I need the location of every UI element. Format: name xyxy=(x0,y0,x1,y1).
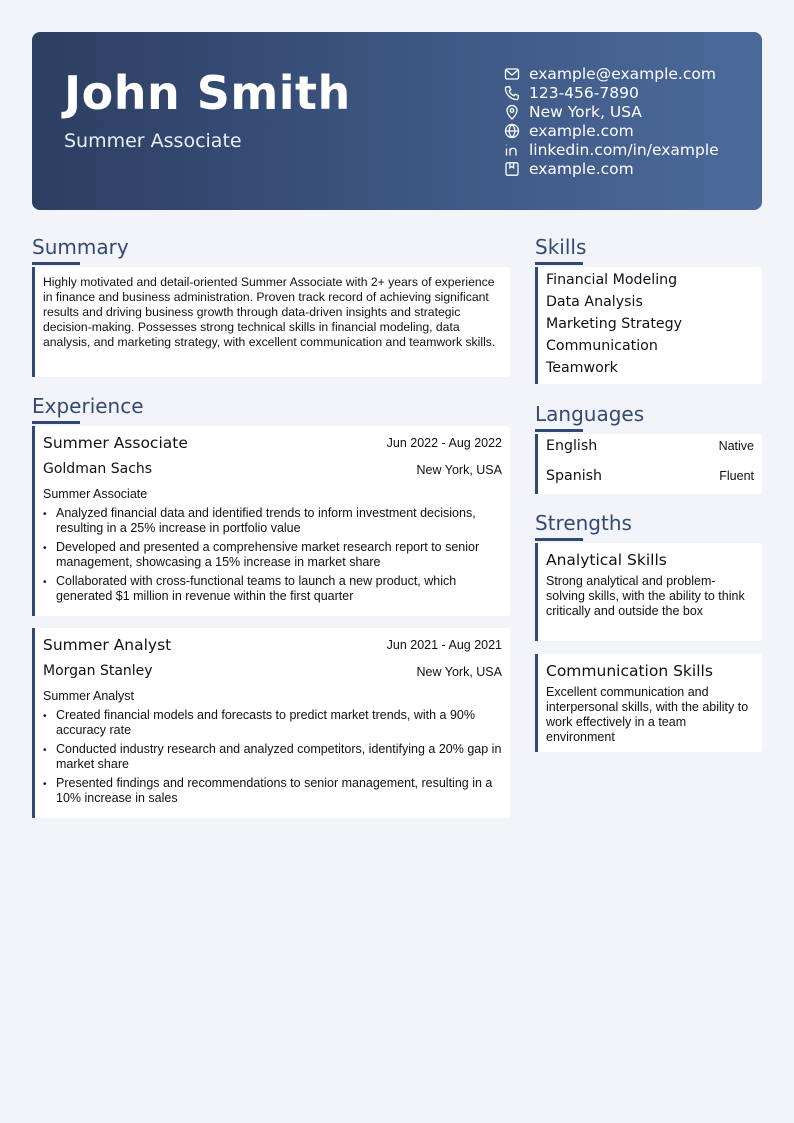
languages-card xyxy=(535,434,762,494)
skill-item: Financial Modeling xyxy=(546,272,678,288)
contact-list xyxy=(504,64,719,178)
header-banner xyxy=(32,32,762,210)
contact-portfolio[interactable] xyxy=(504,159,719,178)
job-subrole: Summer Analyst xyxy=(43,689,135,703)
job-location: New York, USA xyxy=(416,463,502,477)
language-row xyxy=(546,468,754,484)
strength-text: Excellent communication and interpersonal skills, with the ability to work effectively in a team environment xyxy=(546,685,749,744)
experience-heading: Experience xyxy=(32,394,144,418)
skill-item: Marketing Strategy xyxy=(546,316,683,332)
skills-heading: Skills xyxy=(535,235,587,259)
experience-entry xyxy=(32,628,510,818)
strength-card xyxy=(535,543,762,641)
location-pin-icon xyxy=(504,104,520,120)
contact-phone[interactable] xyxy=(504,83,719,102)
list-item: • Conducted industry research and analyzed competitors, identifying a 20% gap in market share xyxy=(43,742,502,772)
language-name: English xyxy=(546,438,598,454)
contact-location xyxy=(504,102,719,121)
job-dates: Jun 2021 - Aug 2021 xyxy=(386,638,502,652)
strength-card xyxy=(535,654,762,752)
contact-text: example.com xyxy=(529,121,634,140)
skill-item: Data Analysis xyxy=(546,294,643,310)
languages-heading: Languages xyxy=(535,402,645,426)
job-bullets xyxy=(43,708,502,810)
list-item: • Presented findings and recommendations to senior management, resulting in a 10% increase in sales xyxy=(43,776,502,806)
language-level: Fluent xyxy=(719,469,754,483)
summary-card xyxy=(32,267,510,377)
contact-email[interactable] xyxy=(504,64,719,83)
job-location: New York, USA xyxy=(416,665,502,679)
job-title: Summer Analyst xyxy=(43,636,172,654)
list-item: • Developed and presented a comprehensive market research report to senior management, showcasing a 15% increase in market share xyxy=(43,540,502,570)
job-bullets xyxy=(43,506,502,608)
contact-text: New York, USA xyxy=(529,102,642,121)
skill-item: Communication xyxy=(546,338,658,354)
candidate-role: Summer Associate xyxy=(64,130,242,152)
strengths-heading: Strengths xyxy=(535,511,632,535)
globe-icon xyxy=(504,123,520,139)
company-name: Goldman Sachs xyxy=(43,461,153,477)
skills-card xyxy=(535,267,762,384)
experience-entry xyxy=(32,426,510,616)
phone-icon xyxy=(504,85,520,101)
contact-text: 123-456-7890 xyxy=(529,83,639,102)
strength-title: Analytical Skills xyxy=(546,551,667,569)
job-title: Summer Associate xyxy=(43,434,188,452)
list-item: • Collaborated with cross-functional teams to launch a new product, which generated $1 million in revenue within the first quarter xyxy=(43,574,502,604)
job-dates: Jun 2022 - Aug 2022 xyxy=(386,436,502,450)
candidate-name: John Smith xyxy=(64,66,351,120)
list-item: • Analyzed financial data and identified trends to inform investment decisions, resulting in a 25% increase in portfolio value xyxy=(43,506,502,536)
linkedin-icon xyxy=(504,142,520,158)
company-name: Morgan Stanley xyxy=(43,663,153,679)
bookmark-icon xyxy=(504,161,520,177)
language-row xyxy=(546,438,754,454)
contact-linkedin[interactable] xyxy=(504,140,719,159)
job-subrole: Summer Associate xyxy=(43,487,148,501)
language-level: Native xyxy=(718,439,754,453)
strength-title: Communication Skills xyxy=(546,662,713,680)
skill-item: Teamwork xyxy=(546,360,618,376)
mail-icon xyxy=(504,66,520,82)
contact-text: example.com xyxy=(529,159,634,178)
contact-text: linkedin.com/in/example xyxy=(529,140,719,159)
summary-text: Highly motivated and detail-oriented Summer Associate with 2+ years of experience in finance and business administration. Proven track record of achieving significant results and driving business growth through data-driven insights and strategic decision-making. Possesses strong technical skills in financial modeling, data analysis, and marketing strategy, with excellent communication and teamwork skills. xyxy=(43,275,496,349)
language-name: Spanish xyxy=(546,468,603,484)
list-item: • Created financial models and forecasts to predict market trends, with a 90% accuracy rate xyxy=(43,708,502,738)
contact-website[interactable] xyxy=(504,121,719,140)
contact-text: example@example.com xyxy=(529,64,716,83)
strength-text: Strong analytical and problem-solving skills, with the ability to think critically and outside the box xyxy=(546,574,745,618)
summary-heading: Summary xyxy=(32,235,129,259)
